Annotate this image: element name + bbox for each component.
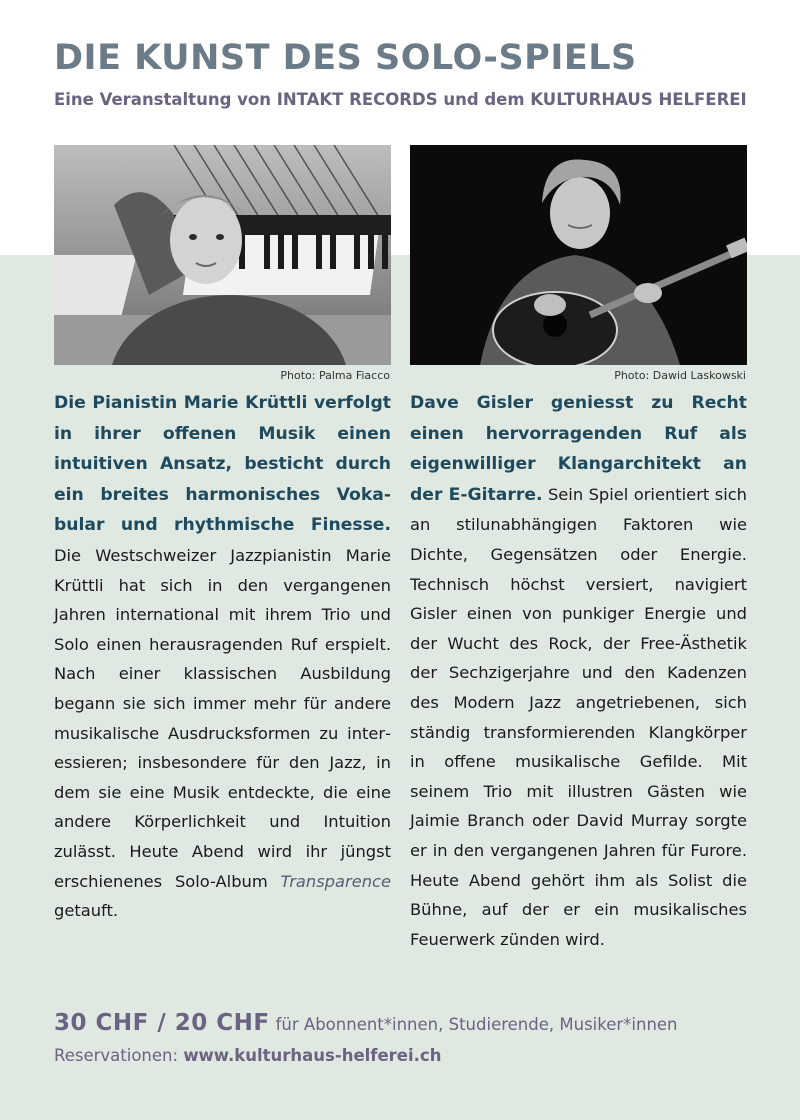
- article-tail: getauft.: [54, 901, 119, 921]
- price-note: für Abonnent*innen, Studierende, Musiker*innen: [275, 1015, 678, 1034]
- photo-credit-2: Photo: Dawid Laskowski: [614, 369, 746, 382]
- page-title: DIE KUNST DES SOLO-SPIELS: [54, 38, 637, 78]
- article-body: Die Westschweizer Jazzpianistin Marie Krüttli hat sich in den vergangenen Jahren international mit ihrem Trio und Solo einen herausragenden Ruf erspielt. Nach einer klassischen Ausbildung begann sie sich immer mehr für andere musikalische Ausdrucksformen zu interessieren; insbesondere für den Jazz, in dem sie eine Musik entdeckte, die eine andere Körperlichkeit und Intuition zulässt. Heute Abend wird ihr jüngst erschienenes Solo-Album: [54, 545, 391, 891]
- reservation-link[interactable]: www.kulturhaus-helferei.ch: [183, 1046, 442, 1065]
- ticket-price: 30 CHF / 20 CHF: [54, 1010, 270, 1036]
- price-line: [54, 1010, 747, 1036]
- photo-credit-1: Photo: Palma Fiacco: [280, 369, 390, 382]
- article-lead: Die Pianistin Marie Krüttli verfolgt in ihrer offenen Musik einen intuitiven Ansatz, besticht durch ein breites harmonisches Vokabular und rhythmische Finesse.: [54, 393, 391, 536]
- photo-pianist: [54, 145, 391, 365]
- article-kruettli: [54, 388, 391, 926]
- reservation-line: [54, 1046, 441, 1065]
- article-lead: Dave Gisler geniesst zu Recht einen hervorragenden Ruf als eigenwilliger Klangarchitekt an der E-Gitarre.: [410, 393, 747, 505]
- reservation-label: Reservationen:: [54, 1046, 184, 1065]
- photo-guitarist: [410, 145, 747, 365]
- page-subtitle: Eine Veranstaltung von INTAKT RECORDS und dem KULTURHAUS HELFEREI: [54, 90, 747, 109]
- album-title: Transparence: [280, 871, 391, 891]
- article-body: Sein Spiel orientiert sich an stilunabhängigen Faktoren wie Dichte, Gegensätzen oder Energie. Technisch höchst versiert, navigiert Gisler einen von punkiger Energie und der Wucht des Rock, der Free-Ästhetik der Sechzigerjahre und den Kadenzen des Modern Jazz angetriebenen, sich ständig transformierenden Klangkörper in offene musikalische Gefilde. Mit seinem Trio mit illustren Gästen wie Jaimie Branch oder David Murray sorgte er in den vergangenen Jahren für Furore. Heute Abend gehört ihm als Solist die Bühne, auf der er ein musikalisches Feuerwerk zünden wird.: [410, 484, 747, 949]
- article-gisler: [410, 388, 747, 954]
